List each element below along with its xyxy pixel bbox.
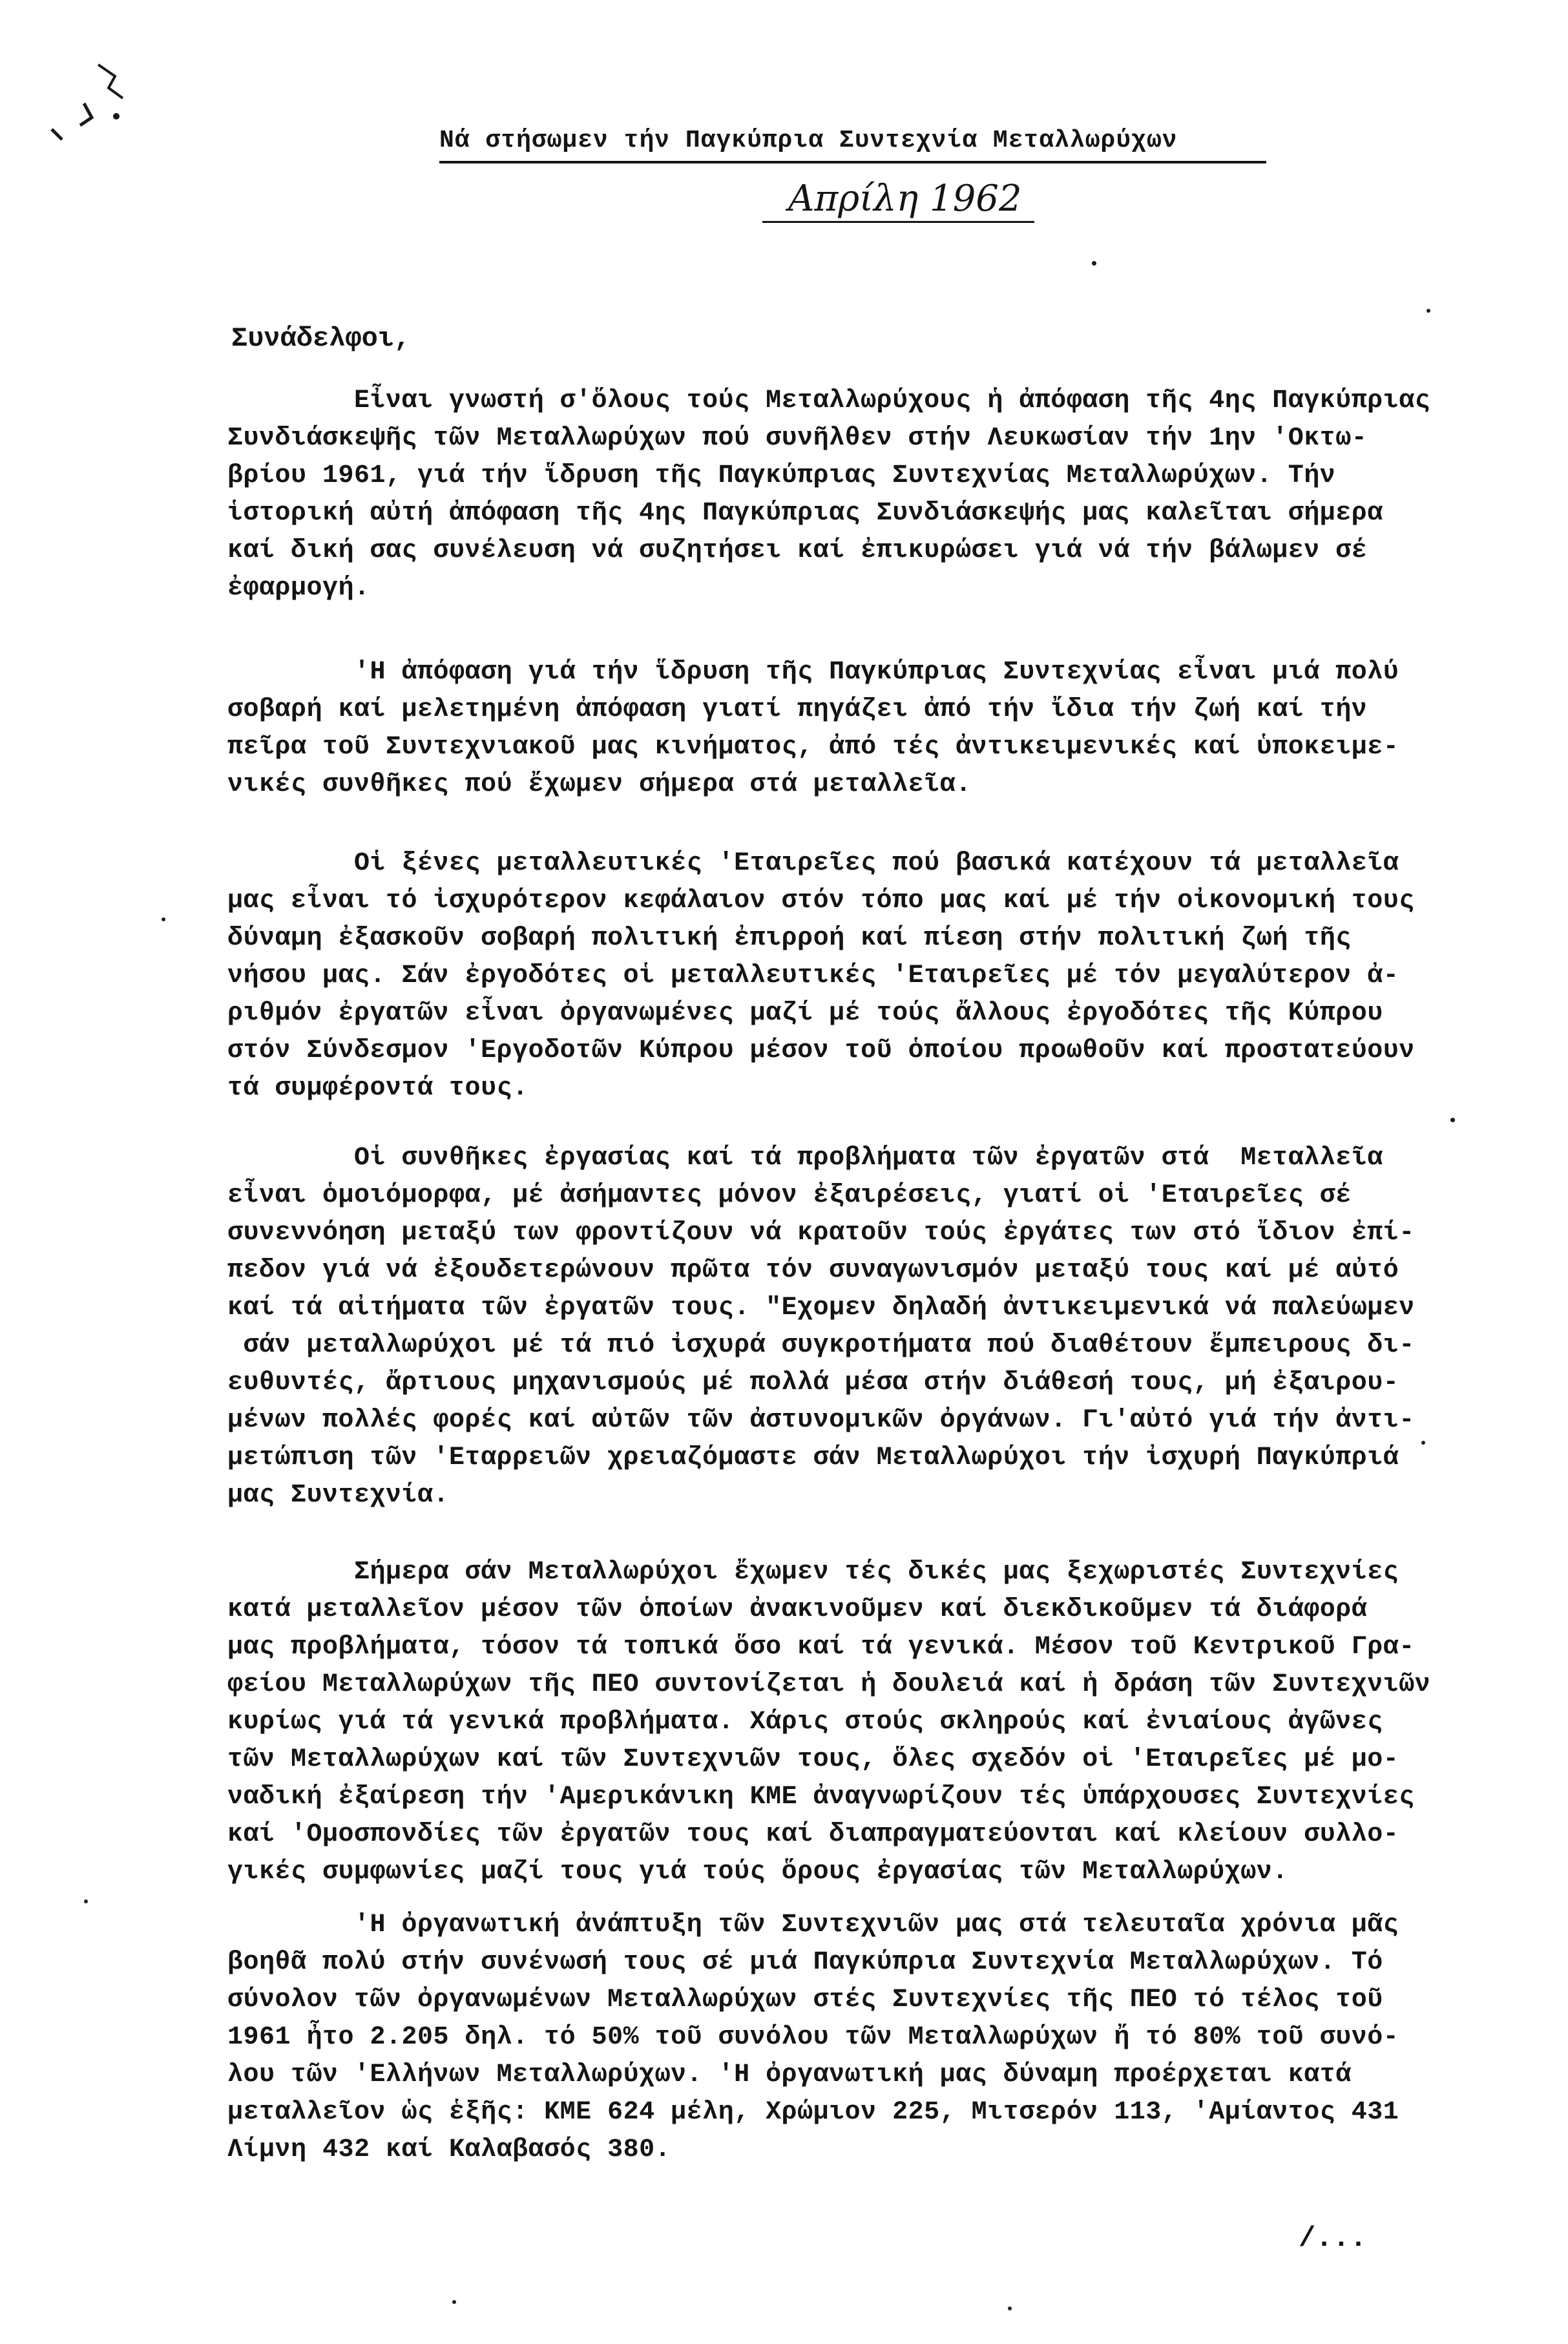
paragraph-1 [227,382,1507,607]
text-line: μένων πολλές φορές καί αὐτῶν τῶν ἀστυνομικῶν ὀργάνων. Γι'αὐτό γιά τήν ἀντι- [227,1406,1415,1435]
text-line: σάν μεταλλωρύχοι μέ τά πιό ἰσχυρά συγκροτήματα πού διαθέτουν ἔμπειρους δι- [227,1331,1415,1360]
text-line: ριθμόν ἐργατῶν εἶναι ὀργανωμένες μαζί μέ τούς ἄλλους ἐργοδότες τῆς Κύπρου [227,999,1383,1028]
text-line: Εἶναι γνωστή σ'ὅλους τούς Μεταλλωρύχους ἡ ἀπόφαση τῆς 4ης Παγκύπριας [227,386,1431,415]
text-line: τά συμφέροντά τους. [227,1074,528,1103]
text-line: σύνολον τῶν ὀργανωμένων Μεταλλωρύχων στές Συντεχνίες τῆς ΠΕΟ τό τέλος τοῦ [227,1985,1383,2014]
text-line: μας προβλήματα, τόσον τά τοπικά ὅσο καί τά γενικά. Μέσον τοῦ Κεντρικοῦ Γρα- [227,1633,1415,1662]
speck [1092,261,1096,266]
text-line: στόν Σύνδεσμον 'Εργοδοτῶν Κύπρου μέσον τοῦ ὁποίου προωθοῦν καί προστατεύουν [227,1036,1415,1065]
text-line: Οἱ συνθῆκες ἐργασίας καί τά προβλήματα τῶν ἐργατῶν στά Μεταλλεῖα [227,1144,1383,1173]
text-line: Σήμερα σάν Μεταλλωρύχοι ἔχωμεν τές δικές μας ξεχωριστές Συντεχνίες [227,1558,1399,1587]
text-line: Οἱ ξένες μεταλλευτικές 'Εταιρεῖες πού βασικά κατέχουν τά μεταλλεῖα [227,849,1399,878]
scan-marks-icon [39,58,142,168]
text-line: ναδική ἐξαίρεση τήν 'Αμερικάνικη ΚΜΕ ἀναγνωρίζουν τές ὑπάρχουσες Συντεχνίες [227,1783,1415,1812]
text-line: κυρίως γιά τά γενικά προβλήματα. Χάρις στούς σκληρούς καί ἐνιαίους ἀγῶνες [227,1708,1383,1737]
text-line: καί τά αἰτήματα τῶν ἐργατῶν τους. "Εχομεν δηλαδή ἀντικειμενικά νά παλεύωμεν [227,1293,1415,1323]
text-line: μας Συντεχνία. [227,1481,450,1510]
paragraph-4 [227,1140,1507,1514]
text-line: μας εἶναι τό ἰσχυρότερον κεφάλαιον στόν τόπο μας καί μέ τήν οἰκονομική τους [227,886,1415,916]
text-line: κατά μεταλλεῖον μέσον τῶν ὁποίων ἀνακινοῦμεν καί διεκδικοῦμεν τά διάφορά [227,1595,1368,1624]
text-line: νήσου μας. Σάν ἐργοδότες οἱ μεταλλευτικές 'Εταιρεῖες μέ τόν μεγαλύτερον ἀ- [227,961,1399,990]
handwritten-date: Απρίλη 1962 [762,178,1034,223]
text-line: εἶναι ὁμοιόμορφα, μέ ἀσήμαντες μόνον ἐξαιρέσεις, γιατί οἱ 'Εταιρεῖες σέ [227,1181,1352,1210]
text-line: 1961 ἦτο 2.205 δηλ. τό 50% τοῦ συνόλου τῶν Μεταλλωρύχων ἤ τό 80% τοῦ συνό- [227,2023,1399,2052]
text-line: ἐφαρμογή. [227,574,370,603]
speck [1008,2307,1012,2310]
text-line: βρίου 1961, γιά τήν ἵδρυση τῆς Παγκύπριας Συντεχνίας Μεταλλωρύχων. Τήν [227,461,1336,490]
text-line: 'Η ὀργανωτική ἀνάπτυξη τῶν Συντεχνιῶν μας στά τελευταῖα χρόνια μᾶς [227,1910,1399,1940]
text-line: ευθυντές, ἄρτιους μηχανισμούς μέ πολλά μέσα στήν διάθεσή τους, μή ἐξαιρου- [227,1368,1399,1397]
paragraph-5 [227,1554,1507,1891]
text-line: Λίμνη 432 καί Καλαβασός 380. [227,2135,671,2164]
text-line: δύναμη ἐξασκοῦν σοβαρή πολιτική ἐπιρροή καί πίεση στήν πολιτική ζωή τῆς [227,924,1352,953]
text-line: μεταλλεῖον ὡς ἑξῆς: ΚΜΕ 624 μέλη, Χρώμιον 225, Μιτσερόν 113, 'Αμίαντος 431 [227,2098,1399,2127]
text-line: νικές συνθῆκες πού ἔχωμεν σήμερα στά μεταλλεῖα. [227,770,972,799]
text-line: γικές συμφωνίες μαζί τους γιά τούς ὅρους ἐργασίας τῶν Μεταλλωρύχων. [227,1857,1288,1887]
text-line: πεδον γιά νά ἐξουδετερώνουν πρῶτα τόν συναγωνισμόν μεταξύ τους καί μέ αὐτό [227,1256,1399,1285]
text-line: καί 'Ομοσπονδίες τῶν ἐργατῶν τους καί διαπραγματεύονται καί κλείουν συλλο- [227,1820,1399,1849]
text-line: 'Η ἀπόφαση γιά τήν ἵδρυση τῆς Παγκύπριας Συντεχνίας εἶναι μιά πολύ [227,658,1399,687]
speck [1450,1118,1455,1122]
text-line: πεῖρα τοῦ Συντεχνιακοῦ μας κινήματος, ἀπό τές ἀντικειμενικές καί ὑποκειμε- [227,733,1399,762]
text-line: μετώπιση τῶν 'Εταρρειῶν χρειαζόμαστε σάν Μεταλλωρύχοι τήν ἰσχυρή Παγκύπριά [227,1443,1399,1472]
salutation: Συνάδελφοι, [231,323,411,354]
document-title: Νά στήσωμεν τήν Παγκύπρια Συντεχνία Μεταλλωρύχων [439,127,1266,163]
text-line: καί δική σας συνέλευση νά συζητήσει καί ἐπικυρώσει γιά νά τήν βάλωμεν σέ [227,536,1368,565]
text-line: Συνδιάσκεψῆς τῶν Μεταλλωρύχων πού συνῆλθεν στήν Λευκωσίαν τήν 1ην 'Οκτω- [227,424,1368,453]
continuation-mark: /... [1299,2223,1367,2255]
text-line: φείου Μεταλλωρύχων τῆς ΠΕΟ συντονίζεται ἡ δουλειά καί ἡ δράση τῶν Συντεχνιῶν [227,1670,1431,1699]
speck [452,2300,456,2304]
paragraph-3 [227,845,1507,1107]
text-line: τῶν Μεταλλωρύχων καί τῶν Συντεχνιῶν τους, ὅλες σχεδόν οἱ 'Εταιρεῖες μέ μο- [227,1745,1399,1774]
text-line: σοβαρή καί μελετημένη ἀπόφαση γιατί πηγάζει ἀπό τήν ἴδια τήν ζωή καί τήν [227,695,1368,724]
speck [1427,309,1430,313]
text-line: βοηθᾶ πολύ στήν συνένωσή τους σέ μιά Παγκύπρια Συντεχνία Μεταλλωρύχων. Τό [227,1948,1383,1977]
paragraph-6 [227,1907,1507,2169]
text-line: λου τῶν 'Ελλήνων Μεταλλωρύχων. 'Η ὀργανωτική μας δύναμη προέρχεται κατά [227,2060,1352,2089]
text-line: ἱστορική αὐτή ἀπόφαση τῆς 4ης Παγκύπριας Συνδιάσκεψής μας καλεῖται σήμερα [227,499,1383,528]
text-line: συνεννόηση μεταξύ των φροντίζουν νά κρατοῦν τούς ἐργάτες των στό ἴδιον ἐπί- [227,1219,1415,1248]
paragraph-2 [227,654,1507,804]
speck [84,1899,88,1903]
speck [162,917,165,921]
